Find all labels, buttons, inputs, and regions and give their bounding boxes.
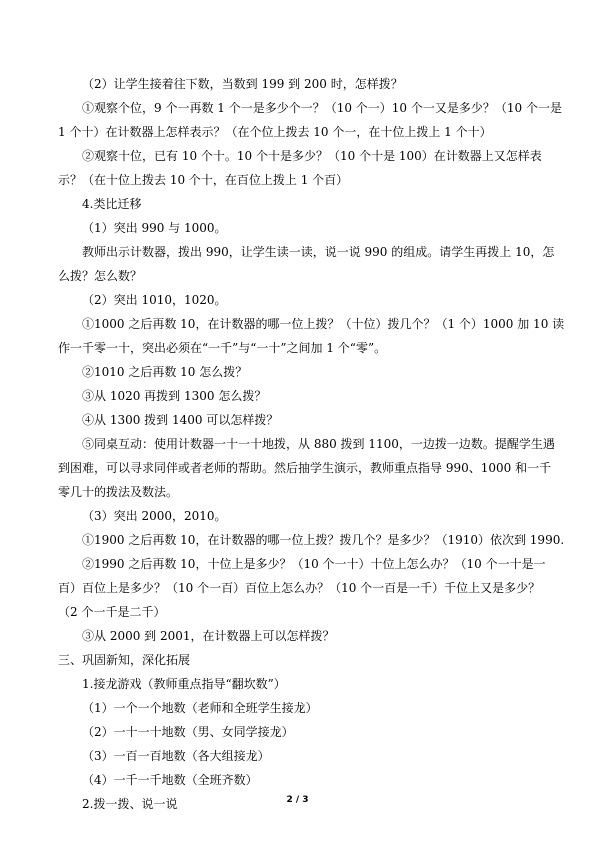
text-line: （2 个一千是二千） [58,605,166,619]
page-number: 2 / 3 [286,795,309,805]
text-line: （2）突出 1010，1020。 [82,293,227,307]
text-line: ②观察十位，已有 10 个十。10 个十是多少？（10 个十是 100）在计数器上又怎样表 [82,149,542,163]
text-line: ②1990 之后再数 10，十位上是多少？（10 个一十）十位上怎么办？（10 个一十是一 [82,557,546,571]
text-line: 1 个十）在计数器上怎样表示？（在个位上拨去 10 个一，在十位上拨上 1 个十） [58,125,492,139]
document-body [58,72,565,816]
text-line: 零几十的拨法及数法。 [58,485,179,499]
text-line: ①观察个位，9 个一再数 1 个一是多少个一？（10 个一）10 个一又是多少？（10 个一是 [82,101,562,115]
text-line: ①1900 之后再数 10，在计数器的哪一位上拨？拨几个？是多少？（1910）依次到 1990. [82,533,565,547]
text-line: （1）一个一个地数（老师和全班学生接龙） [82,701,318,715]
text-line: ②1010 之后再数 10 怎么拨？ [82,365,248,379]
text-line: （1）突出 990 与 1000。 [82,221,227,235]
text-line: 教师出示计数器，拨出 990，让学生读一读，说一说 990 的组成。请学生再拨上 10，怎 [82,245,555,259]
text-line: ④从 1300 拨到 1400 可以怎样拨？ [82,413,279,427]
text-line: ⑤同桌互动：使用计数器一十一十地拨，从 880 拨到 1100，一边拨一边数。提醒学生遇 [82,437,555,451]
text-line: 4.类比迁移 [82,197,142,211]
text-line: 1.接龙游戏（教师重点指导“翻坎数”） [82,677,286,691]
text-line: ③从 1020 再拨到 1300 怎么拨？ [82,389,267,403]
text-line: 到困难，可以寻求同伴或者老师的帮助。然后抽学生演示，教师重点指导 990、1000 和一千 [58,461,552,475]
text-line: （2）一十一十地数（男、女同学接龙） [82,725,294,739]
text-line: 百）百位上是多少？（10 个一百）百位上怎么办？（10 个一百是一千）千位上又是多少？ [58,581,541,595]
text-line: （4）一千一千地数（全班齐数） [82,773,258,787]
text-line: （2）让学生接着往下数，当数到 199 到 200 时，怎样拨？ [82,77,403,91]
text-line: ①1000 之后再数 10，在计数器的哪一位上拨？（十位）拨几个？（1 个）1000 加 10 读 [82,317,565,331]
text-line: 作一千零一十，突出必须在“一千”与“一十”之间加 1 个“零”。 [58,341,387,355]
text-line: 么拨？怎么数？ [58,269,143,283]
text-line: 2.拨一拨、说一说 [82,797,178,811]
text-line: （3）突出 2000，2010。 [82,509,227,523]
text-line: （3）一百一百地数（各大组接龙） [82,749,270,763]
text-line: ③从 2000 到 2001，在计数器上可以怎样拨？ [82,629,335,643]
text-line: 示？（在十位上拨去 10 个十，在百位上拨上 1 个百） [58,173,349,187]
text-line: 三、巩固新知，深化拓展 [58,653,191,667]
